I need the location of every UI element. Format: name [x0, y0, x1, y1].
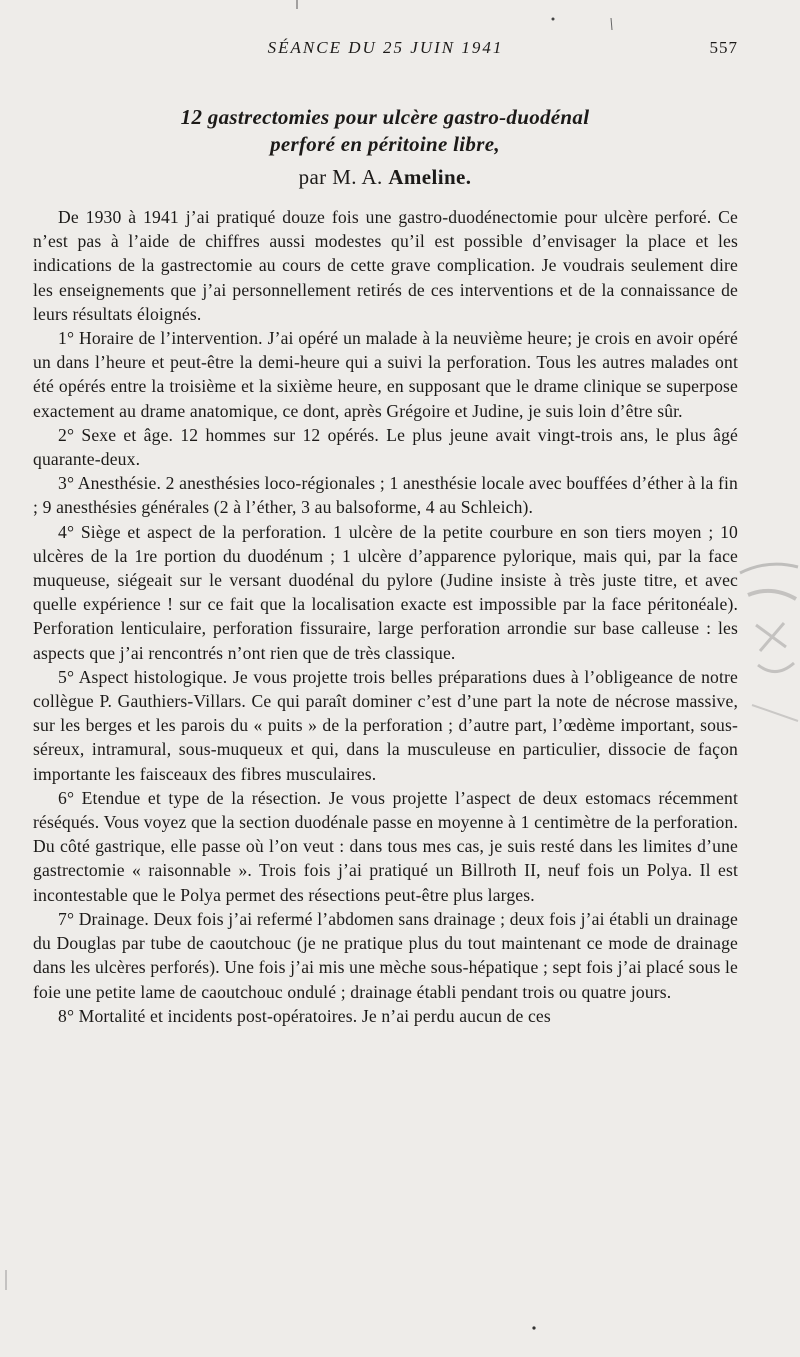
article-title-line-1: 12 gastrectomies pour ulcère gastro-duodénal [180, 105, 590, 129]
paragraph-intro: De 1930 à 1941 j’ai pratiqué douze fois une gastro-duodénectomie pour ulcère perforé. Ce n’est pas à l’aide de chiffres aussi modestes qu’il est possible d’envisager la place et les indications de la gastrectomie au cours de cette grave complication. Je voudrais seulement dire les enseignements que j’ai personnellement retirés de ces interventions et de la connaissance de leurs résultats éloignés. [33, 207, 738, 324]
article-title-line-2: perforé en péritoine libre, [270, 132, 500, 156]
paragraph-sexe-age: 2° Sexe et âge. 12 hommes sur 12 opérés. Le plus jeune avait vingt-trois ans, le plus âgé quarante-deux. [33, 424, 738, 470]
running-title: SÉANCE DU 25 JUIN 1941 [267, 38, 504, 57]
page-number: 557 [709, 38, 738, 57]
paragraph-mortalite: 8° Mortalité et incidents post-opératoires. Je n’ai perdu aucun de ces [58, 1005, 551, 1026]
paragraph-histologie: 5° Aspect histologique. Je vous projette trois belles préparations dues à l’obligeance de notre collègue P. Gauthiers-Villars. Ce qui paraît dominer c’est d’une part la note de nécrose massive, sur les berges et les parois du « puits » de la perforation ; d’autre part, l’œdème important, sous-séreux, intramural, sous-muqueux et qui, dans la musculeuse en particulier, dissocie de façon importante les faisceaux des fibres musculaires. [33, 666, 738, 784]
article-title [60, 104, 710, 158]
byline [60, 165, 710, 190]
margin-mark [611, 18, 612, 30]
paragraph-anesthesie: 3° Anesthésie. 2 anesthésies loco-régionales ; 1 anesthésie locale avec bouffées d’éther à la fin ; 9 anesthésies générales (2 à l’éther, 3 au balsoforme, 4 au Schleich). [33, 473, 738, 518]
ink-speck [552, 18, 555, 21]
paragraph-resection: 6° Etendue et type de la résection. Je vous projette l’aspect de deux estomacs récemment réséqués. Vous voyez que la section duodénale passe en moyenne à 1 centimètre de la perforation. Du côté gastrique, elle passe où l’on veut : dans tous mes cas, je suis resté dans les limites d’une gastrectomie « raisonnable ». Trois fois j’ai pratiqué un Billroth II, neuf fois un Polya. Il est incontestable que le Polya permet des résections peut-être plus larges. [33, 787, 738, 905]
running-header [33, 38, 738, 64]
library-stamp [738, 555, 800, 735]
paragraph-siege: 4° Siège et aspect de la perforation. 1 ulcère de la petite courbure en son tiers moyen ; 10 ulcères de la 1re portion du duodénum ; 1 ulcère d’apparence pylorique, mais qui, par la face muqueuse, siégeait sur le versant duodénal du pylore (Judine insiste à très juste titre, et avec quelle expérience ! sur ce fait que la localisation exacte est impossible par la face péritonéale). Perforation lenticulaire, perforation fissuraire, large perforation arrondie sur base calleuse : les aspects que j’ai rencontrés n’ont rien que de très classique. [33, 521, 738, 663]
paragraph-drainage: 7° Drainage. Deux fois j’ai refermé l’abdomen sans drainage ; deux fois j’ai établi un drainage du Douglas par tube de caoutchouc (je ne pratique plus du tout maintenant ce mode de drainage dans les ulcères perforés). Une fois j’ai mis une mèche sous-hépatique ; sept fois j’ai placé sous le foie une petite lame de caoutchouc ondulé ; drainage établi pendant trois ou quatre jours. [33, 908, 738, 1002]
byline-author: Ameline. [388, 165, 472, 189]
ink-speck [532, 1326, 535, 1329]
byline-prefix: par M. A. [298, 165, 383, 189]
article-body [33, 205, 738, 1028]
paragraph-horaire: 1° Horaire de l’intervention. J’ai opéré un malade à la neuvième heure; je crois en avoir opéré un dans l’heure et peut-être la demi-heure qui a suivi la perforation. Tous les autres malades ont été opérés entre la troisième et la sixième heure, en supposant que le drame clinique se superpose exactement au drame anatomique, ce dont, après Grégoire et Judine, je suis loin d’être sûr. [33, 328, 738, 421]
